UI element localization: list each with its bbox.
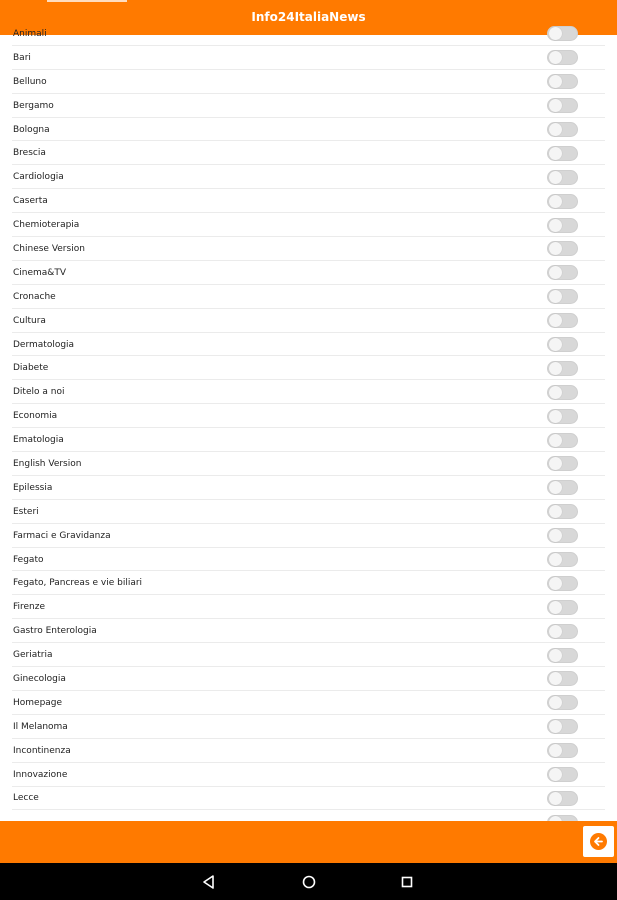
topic-row: [0, 22, 617, 46]
topic-toggle[interactable]: [547, 218, 578, 233]
toggle-knob: [549, 266, 562, 279]
nav-home-icon[interactable]: [299, 872, 319, 892]
toggle-knob: [549, 696, 562, 709]
topic-toggle[interactable]: [547, 26, 578, 41]
back-button[interactable]: [583, 826, 614, 857]
topic-row: [0, 548, 617, 572]
topic-row: [0, 261, 617, 285]
toggle-knob: [549, 290, 562, 303]
topic-toggle[interactable]: [547, 170, 578, 185]
topic-toggle[interactable]: [547, 743, 578, 758]
topic-toggle[interactable]: [547, 576, 578, 591]
toggle-knob: [549, 195, 562, 208]
topic-toggle[interactable]: [547, 194, 578, 209]
topic-toggle[interactable]: [547, 122, 578, 137]
topic-row: [0, 189, 617, 213]
topic-toggle[interactable]: [547, 528, 578, 543]
toggle-knob: [549, 51, 562, 64]
topic-toggle[interactable]: [547, 433, 578, 448]
topic-row: [0, 70, 617, 94]
topic-label: Cinema&TV: [13, 267, 66, 278]
topic-row: [0, 524, 617, 548]
toggle-knob: [549, 242, 562, 255]
topic-label: Economia: [13, 411, 58, 422]
topic-label: Homepage: [13, 697, 63, 708]
toggle-knob: [549, 27, 562, 40]
toggle-knob: [549, 123, 562, 136]
topic-label: Animali: [13, 28, 47, 39]
topic-row: [0, 46, 617, 70]
toggle-knob: [549, 219, 562, 232]
topic-label: Cardiologia: [13, 172, 64, 183]
topic-label: Fegato: [13, 554, 44, 565]
toggle-knob: [549, 434, 562, 447]
topic-toggle[interactable]: [547, 50, 578, 65]
topic-toggle[interactable]: [547, 791, 578, 806]
nav-back-icon[interactable]: [199, 872, 219, 892]
topic-toggle[interactable]: [547, 504, 578, 519]
topic-label: Geriatria: [13, 650, 53, 661]
topic-toggle[interactable]: [547, 146, 578, 161]
toggle-knob: [549, 505, 562, 518]
topic-row: [0, 141, 617, 165]
topic-row: [0, 763, 617, 787]
topic-label: Cronache: [13, 291, 56, 302]
topic-label: Ditelo a noi: [13, 387, 65, 398]
app-title: Info24ItaliaNews: [251, 10, 366, 24]
topic-toggle[interactable]: [547, 289, 578, 304]
topic-label: Dermatologia: [13, 339, 75, 350]
topic-row: [0, 715, 617, 739]
topic-toggle[interactable]: [547, 648, 578, 663]
topic-list-content: [0, 22, 617, 834]
topic-label: Epilessia: [13, 482, 53, 493]
arrow-left-circle-icon: [590, 833, 607, 850]
topic-row: [0, 237, 617, 261]
topic-label: Diabete: [13, 363, 49, 374]
topic-row: [0, 333, 617, 357]
topic-label: Caserta: [13, 196, 48, 207]
topic-row: [0, 595, 617, 619]
toggle-knob: [549, 744, 562, 757]
toggle-knob: [549, 529, 562, 542]
toggle-knob: [549, 481, 562, 494]
topic-row: [0, 619, 617, 643]
topic-row: [0, 571, 617, 595]
topic-toggle[interactable]: [547, 456, 578, 471]
topic-label: Chemioterapia: [13, 220, 80, 231]
toggle-knob: [549, 362, 562, 375]
topic-row: [0, 94, 617, 118]
topic-toggle[interactable]: [547, 265, 578, 280]
topic-label: Fegato, Pancreas e vie biliari: [13, 578, 143, 589]
topic-toggle[interactable]: [547, 361, 578, 376]
toggle-knob: [549, 601, 562, 614]
toggle-knob: [549, 386, 562, 399]
topic-label: Esteri: [13, 506, 39, 517]
topic-label: English Version: [13, 458, 82, 469]
topic-row: [0, 356, 617, 380]
topic-toggle[interactable]: [547, 74, 578, 89]
topic-list[interactable]: [0, 28, 617, 821]
topic-toggle[interactable]: [547, 624, 578, 639]
topic-row: [0, 691, 617, 715]
topic-label: Gastro Enterologia: [13, 626, 97, 637]
topic-row: [0, 213, 617, 237]
topic-label: Bari: [13, 52, 31, 63]
toggle-knob: [549, 75, 562, 88]
toggle-knob: [549, 99, 562, 112]
topic-row: [0, 309, 617, 333]
toggle-knob: [549, 410, 562, 423]
topic-label: Farmaci e Gravidanza: [13, 530, 111, 541]
toggle-knob: [549, 720, 562, 733]
topic-toggle[interactable]: [547, 409, 578, 424]
topic-toggle[interactable]: [547, 241, 578, 256]
toggle-knob: [549, 147, 562, 160]
topic-toggle[interactable]: [547, 695, 578, 710]
toggle-knob: [549, 577, 562, 590]
bottom-bar: [0, 821, 617, 863]
toggle-knob: [549, 768, 562, 781]
topic-row: [0, 500, 617, 524]
toggle-knob: [549, 649, 562, 662]
toggle-knob: [549, 792, 562, 805]
topic-toggle[interactable]: [547, 600, 578, 615]
topic-row: [0, 428, 617, 452]
topic-label: Ginecologia: [13, 673, 66, 684]
topic-label: Ematologia: [13, 435, 64, 446]
toggle-knob: [549, 457, 562, 470]
topic-row: [0, 118, 617, 142]
topic-row: [0, 404, 617, 428]
topic-row: [0, 739, 617, 763]
topic-label: Cultura: [13, 315, 46, 326]
topic-label: Bergamo: [13, 100, 54, 111]
topic-row: [0, 452, 617, 476]
topic-row: [0, 165, 617, 189]
topic-row: [0, 643, 617, 667]
toggle-knob: [549, 553, 562, 566]
topic-row: [0, 476, 617, 500]
topic-toggle[interactable]: [547, 552, 578, 567]
toggle-knob: [549, 314, 562, 327]
topic-toggle[interactable]: [547, 337, 578, 352]
topic-toggle[interactable]: [547, 98, 578, 113]
topic-toggle[interactable]: [547, 480, 578, 495]
topic-label: Il Melanoma: [13, 721, 68, 732]
toggle-knob: [549, 171, 562, 184]
topic-row: [0, 380, 617, 404]
topic-toggle[interactable]: [547, 767, 578, 782]
topic-toggle[interactable]: [547, 719, 578, 734]
toggle-knob: [549, 338, 562, 351]
nav-recents-icon[interactable]: [397, 872, 417, 892]
topic-toggle[interactable]: [547, 671, 578, 686]
topic-toggle[interactable]: [547, 313, 578, 328]
topic-label: Innovazione: [13, 769, 68, 780]
topic-label: Lecce: [13, 793, 39, 804]
topic-toggle[interactable]: [547, 385, 578, 400]
topic-label: Chinese Version: [13, 243, 85, 254]
topic-label: Bologna: [13, 124, 50, 135]
topic-label: Brescia: [13, 148, 46, 159]
topic-label: Incontinenza: [13, 745, 71, 756]
topic-row: [0, 787, 617, 811]
topic-row: [0, 667, 617, 691]
topic-row: [0, 285, 617, 309]
toggle-knob: [549, 672, 562, 685]
topic-label: Firenze: [13, 602, 46, 613]
topic-label: Belluno: [13, 76, 47, 87]
system-navigation-bar: [0, 863, 617, 900]
toggle-knob: [549, 625, 562, 638]
